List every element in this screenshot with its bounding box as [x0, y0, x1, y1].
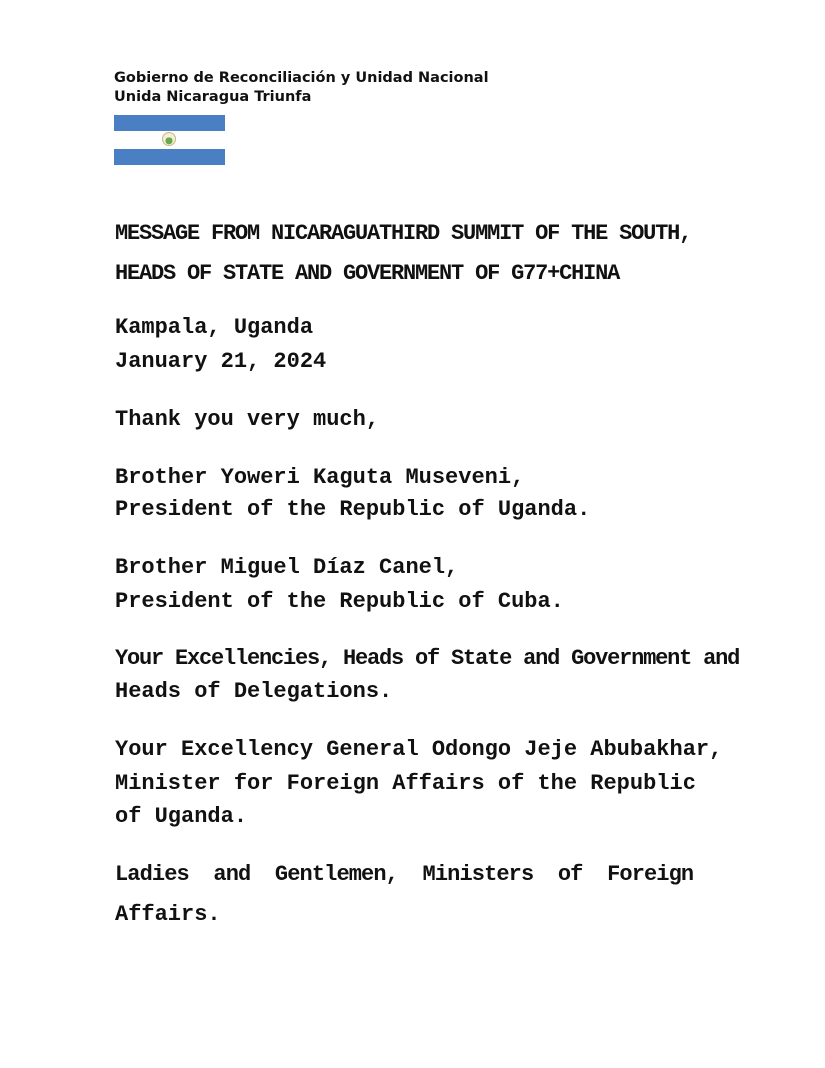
- body-line: Your Excellency General Odongo Jeje Abubakhar,: [115, 737, 723, 762]
- body-line: Affairs.: [115, 902, 221, 927]
- government-name: Gobierno de Reconciliación y Unidad Nacional: [114, 70, 489, 86]
- body-line: Thank you very much,: [115, 407, 380, 432]
- nicaragua-flag-icon: [114, 115, 225, 165]
- date: January 21, 2024: [115, 349, 327, 374]
- body-line: Your Excellencies, Heads of State and Government and: [115, 646, 740, 671]
- body-line: Heads of Delegations.: [115, 679, 393, 704]
- title-line-1: MESSAGE FROM NICARAGUATHIRD SUMMIT OF THE SOUTH,: [115, 221, 692, 246]
- coat-of-arms-icon: [162, 132, 176, 146]
- government-slogan: Unida Nicaragua Triunfa: [114, 89, 312, 105]
- body-line: Brother Miguel Díaz Canel,: [115, 555, 459, 580]
- title-line-2: HEADS OF STATE AND GOVERNMENT OF G77+CHINA: [115, 261, 620, 286]
- body-line: Ladies and Gentlemen, Ministers of Foreign: [115, 862, 694, 887]
- body-line: President of the Republic of Cuba.: [115, 589, 564, 614]
- body-line: of Uganda.: [115, 804, 248, 829]
- body-line: Minister for Foreign Affairs of the Republic: [115, 771, 696, 796]
- body-line: Brother Yoweri Kaguta Museveni,: [115, 465, 525, 490]
- body-line: President of the Republic of Uganda.: [115, 497, 591, 522]
- place: Kampala, Uganda: [115, 315, 314, 340]
